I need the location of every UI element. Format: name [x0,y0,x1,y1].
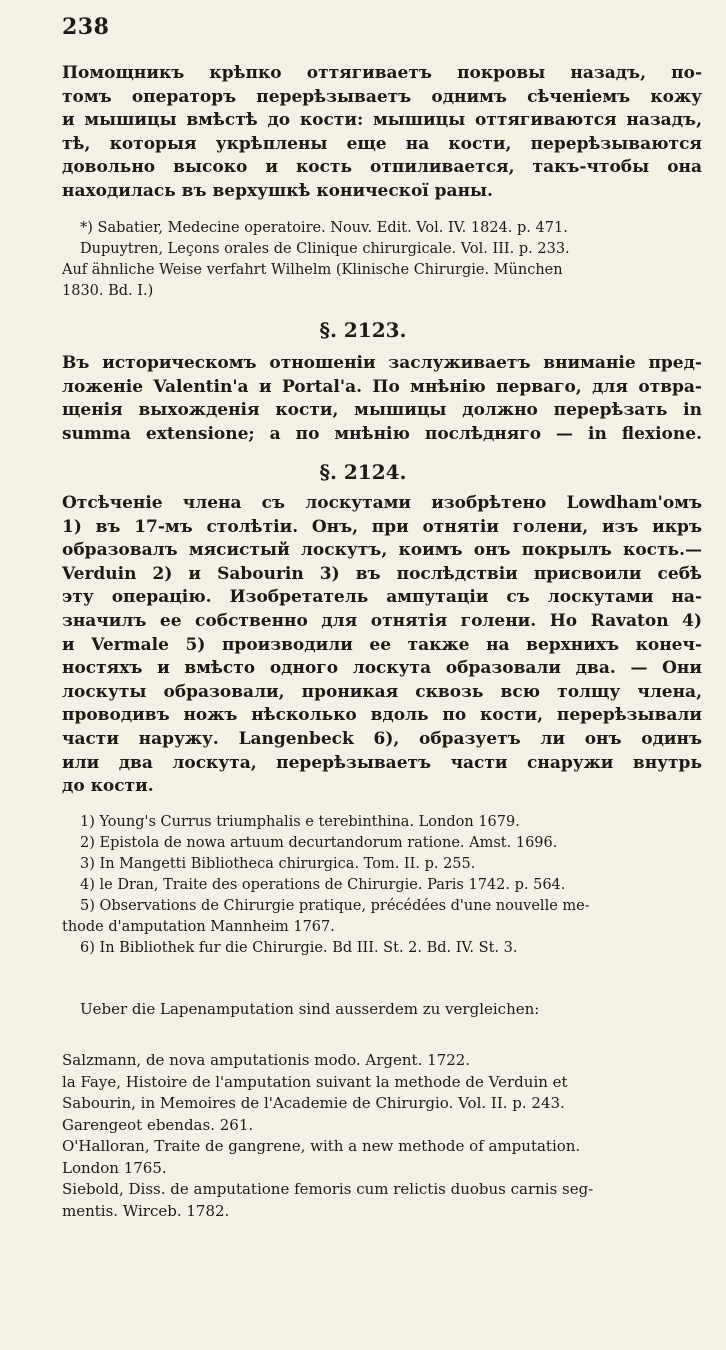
text-line: Въ историческомъ отношеніи заслуживаетъ вниманіе пред- [62,353,702,373]
text-line: ложеніе Valentin'a и Portal'a. По мнѣнію перваго, для отвра- [62,376,702,397]
text-line: томъ операторъ перерѣзываетъ однимъ сѣченіемъ кожу [62,86,702,107]
further-reading-intro: Ueber die Lapenamputation sind ausserdem zu vergleichen: [80,1000,540,1018]
text-line: и мышицы вмѣстѣ до кости: мышицы оттягиваются назадъ, [62,110,702,131]
text-line: щенія выхожденія кости, мышицы должно перерѣзать in [62,400,702,421]
text-line: Отсѣченіе члена съ лоскутами изобрѣтено Lowdham'омъ [62,493,702,513]
text-line: до кости. [62,776,154,797]
footnote-line: 1) Young's Currus triumphalis e terebinthina. London 1679. [80,814,520,830]
text-line: значилъ ее собственно для отнятія голени. Но Ravaton 4) [62,610,702,631]
footnotes-block-2 [62,812,702,959]
text-line: и Vermale 5) производили ее также на верхнихъ конеч- [62,634,702,655]
references-block [62,1050,712,1222]
footnote-line: 5) Observations de Chirurgie pratique, précédées d'une nouvelle me- [80,898,590,914]
footnote-line: Auf ähnliche Weise verfahrt Wilhelm (Klinische Chirurgie. München [62,262,563,278]
text-line: Помощникъ крѣпко оттягиваетъ покровы назадъ, по- [62,63,702,83]
text-line: лоскуты образовали, проникая сквозь всю толщу члена, [62,681,702,702]
reference-line: Siebold, Diss. de amputatione femoris cum relictis duobus carnis seg- [62,1180,594,1198]
text-line: тѣ, которыя укрѣплены еще на кости, перерѣзываются [62,133,702,154]
paragraph-amputation-procedure [62,62,702,204]
text-line: образовалъ мясистый лоскутъ, коимъ онъ покрылъ кость.— [62,540,702,561]
reference-line: London 1765. [62,1158,167,1177]
footnote-line: Dupuytren, Leçons orales de Clinique chirurgicale. Vol. III. p. 233. [80,241,570,257]
text-line: 1) въ 17-мъ столѣтіи. Онъ, при отнятіи голени, изъ икръ [62,516,702,537]
text-line: довольно высоко и кость отпиливается, такъ-чтобы она [62,157,702,178]
reference-line: Sabourin, in Memoires de l'Academie de Chirurgio. Vol. II. p. 243. [62,1094,565,1112]
footnote-line: 4) le Dran, Traite des operations de Chirurgie. Paris 1742. p. 564. [80,877,566,893]
text-line: Verduin 2) и Sabourin 3) въ послѣдствіи присвоили себѣ [62,563,702,584]
paragraph-flap-amputation [62,492,702,799]
footnote-line: 1830. Bd. I.) [62,283,154,299]
section-heading-2124: §. 2124. [319,460,407,484]
reference-line: O'Halloran, Traite de gangrene, with a new methode of amputation. [62,1137,581,1155]
text-line: части наружу. Langenbeck 6), образуетъ ли онъ одинъ [62,728,702,749]
text-line: summa extensione; а по мнѣнію послѣдняго — in flexione. [62,423,702,444]
text-line: ностяхъ и вмѣсто одного лоскута образовали два. — Они [62,658,702,679]
section-heading-2123: §. 2123. [319,318,407,342]
page-number: 238 [62,14,110,40]
reference-line: mentis. Wirceb. 1782. [62,1201,230,1220]
footnote-line: 3) In Mangetti Bibliotheca chirurgica. Tom. II. p. 255. [80,856,476,872]
footnotes-block-1 [62,218,702,302]
footnote-line: 6) In Bibliothek fur die Chirurgie. Bd III. St. 2. Bd. IV. St. 3. [80,940,518,956]
text-line: находилась въ верхушкѣ коническої раны. [62,180,493,201]
text-line: эту операцію. Изобретатель ампутаціи съ лоскутами на- [62,587,702,608]
reference-line: la Faye, Histoire de l'amputation suivant la methode de Verduin et [62,1072,568,1091]
reference-line: Garengeot ebendas. 261. [62,1115,254,1134]
reference-line: Salzmann, de nova amputationis modo. Argent. 1722. [62,1051,471,1069]
footnote-line: thode d'amputation Mannheim 1767. [62,919,335,935]
text-line: или два лоскута, перерѣзываетъ части снаружи внутрь [62,752,702,773]
text-line: проводивъ ножъ нѣсколько вдоль по кости, перерѣзывали [62,705,702,726]
paragraph-historical [62,352,702,446]
footnote-line: 2) Epistola de nowa artuum decurtandorum ratione. Amst. 1696. [80,835,558,851]
footnote-line: *) Sabatier, Medecine operatoire. Nouv. Edit. Vol. IV. 1824. p. 471. [80,220,568,236]
